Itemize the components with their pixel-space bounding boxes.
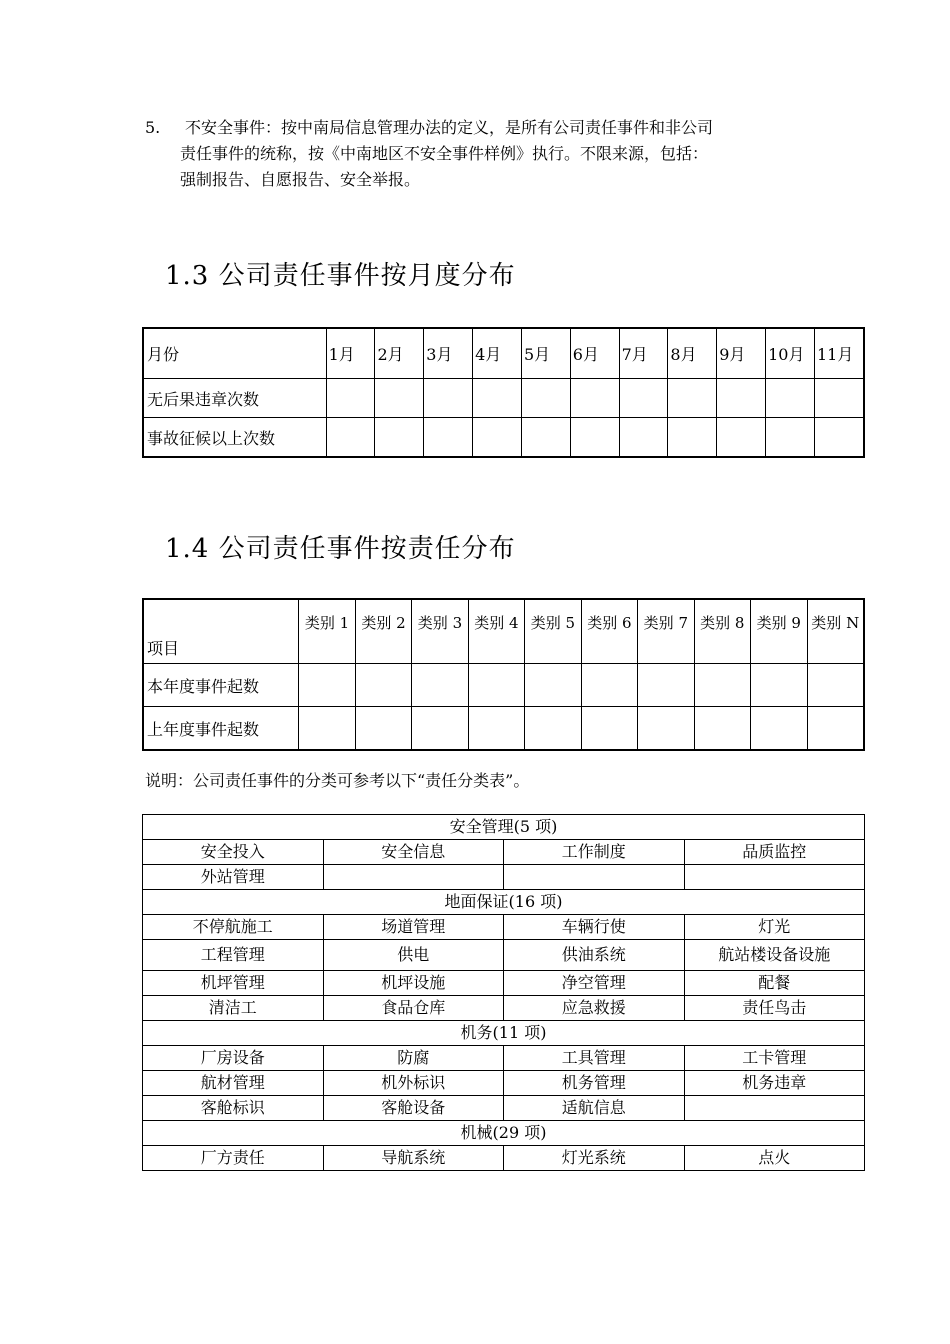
table-cell — [521, 379, 570, 418]
category-header-cell: 类别 2 — [355, 599, 411, 664]
month-header-cell: 7月 — [619, 328, 668, 379]
table-row — [143, 1046, 865, 1071]
month-header-cell: 9月 — [717, 328, 766, 379]
header-label-cell: 项目 — [143, 599, 299, 664]
section-row — [143, 1121, 865, 1146]
note-body — [180, 115, 713, 193]
table-cell — [412, 707, 468, 751]
table-cell — [468, 707, 524, 751]
table-cell — [668, 418, 717, 458]
table-cell: 不停航施工 — [143, 915, 324, 940]
category-header-cell: 类别 8 — [694, 599, 750, 664]
table-cell — [619, 379, 668, 418]
table-cell — [766, 379, 815, 418]
table-row — [143, 418, 864, 458]
table-cell — [525, 707, 581, 751]
table-cell: 车辆行使 — [504, 915, 685, 940]
table-cell — [375, 379, 424, 418]
table-row — [143, 915, 865, 940]
table-row — [143, 379, 864, 418]
table-cell: 工作制度 — [504, 840, 685, 865]
table-cell — [299, 664, 355, 707]
table-cell: 工具管理 — [504, 1046, 685, 1071]
table-cell — [751, 664, 807, 707]
table-row — [143, 996, 865, 1021]
table-cell — [521, 418, 570, 458]
month-header-cell: 11月 — [814, 328, 864, 379]
row-label-cell: 上年度事件起数 — [143, 707, 299, 751]
table-cell: 安全投入 — [143, 840, 324, 865]
table-cell — [814, 418, 864, 458]
table-cell — [570, 379, 619, 418]
month-header-cell: 5月 — [521, 328, 570, 379]
table-cell: 安全信息 — [323, 840, 504, 865]
section-row — [143, 1021, 865, 1046]
table-cell — [355, 664, 411, 707]
table-cell: 机务管理 — [504, 1071, 685, 1096]
note-item-5 — [145, 115, 713, 193]
table-cell: 供电 — [323, 940, 504, 971]
responsibility-classification-table — [142, 814, 865, 1171]
category-header-cell: 类别 4 — [468, 599, 524, 664]
table-cell: 点火 — [684, 1146, 865, 1171]
category-header-cell: 类别 6 — [581, 599, 637, 664]
category-header-cell: 类别 7 — [638, 599, 694, 664]
table-cell — [473, 379, 522, 418]
table-cell — [473, 418, 522, 458]
note-line: 不安全事件：按中南局信息管理办法的定义，是所有公司责任事件和非公司 — [185, 118, 714, 137]
month-header-cell: 1月 — [326, 328, 375, 379]
row-label-cell: 事故征候以上次数 — [143, 418, 326, 458]
table-cell: 场道管理 — [323, 915, 504, 940]
table-cell: 厂房设备 — [143, 1046, 324, 1071]
section-title-cell: 机械(29 项) — [143, 1121, 865, 1146]
table-cell: 航站楼设备设施 — [684, 940, 865, 971]
row-label-cell: 本年度事件起数 — [143, 664, 299, 707]
table-cell — [694, 664, 750, 707]
table-cell: 客舱标识 — [143, 1096, 324, 1121]
table-cell — [424, 379, 473, 418]
month-header-cell: 3月 — [424, 328, 473, 379]
table-cell — [299, 707, 355, 751]
table-cell: 机坪设施 — [323, 971, 504, 996]
category-header-cell: 类别 3 — [412, 599, 468, 664]
table-cell: 配餐 — [684, 971, 865, 996]
table-row — [143, 1096, 865, 1121]
table-cell: 净空管理 — [504, 971, 685, 996]
table-cell: 外站管理 — [143, 865, 324, 890]
category-header-cell: 类别 N — [807, 599, 864, 664]
table-cell — [717, 418, 766, 458]
table-cell: 责任鸟击 — [684, 996, 865, 1021]
section-row — [143, 890, 865, 915]
note-number: 5. — [145, 118, 161, 137]
table-cell: 适航信息 — [504, 1096, 685, 1121]
section-heading-responsibility: 1.4 公司责任事件按责任分布 — [165, 534, 516, 564]
month-header-cell: 8月 — [668, 328, 717, 379]
section-heading-monthly: 1.3 公司责任事件按月度分布 — [165, 261, 516, 291]
table-cell — [694, 707, 750, 751]
table-cell: 供油系统 — [504, 940, 685, 971]
category-header-cell: 类别 5 — [525, 599, 581, 664]
table-cell — [814, 379, 864, 418]
table-row — [143, 865, 865, 890]
table-cell — [766, 418, 815, 458]
table-row — [143, 971, 865, 996]
table-header-row — [143, 599, 864, 664]
table-header-row — [143, 328, 864, 379]
table-cell — [355, 707, 411, 751]
table-cell — [807, 707, 864, 751]
table-cell — [326, 379, 375, 418]
table-row — [143, 707, 864, 751]
table-cell — [412, 664, 468, 707]
table-cell: 机务违章 — [684, 1071, 865, 1096]
table-cell: 机外标识 — [323, 1071, 504, 1096]
monthly-distribution-table — [142, 327, 865, 458]
table-cell — [424, 418, 473, 458]
table-cell — [751, 707, 807, 751]
table-cell: 灯光系统 — [504, 1146, 685, 1171]
table-cell: 防腐 — [323, 1046, 504, 1071]
table-cell: 厂方责任 — [143, 1146, 324, 1171]
table-cell: 食品仓库 — [323, 996, 504, 1021]
table-row — [143, 840, 865, 865]
category-header-cell: 类别 1 — [299, 599, 355, 664]
row-label-cell: 无后果违章次数 — [143, 379, 326, 418]
table-cell: 航材管理 — [143, 1071, 324, 1096]
table-cell — [638, 664, 694, 707]
month-header-cell: 10月 — [766, 328, 815, 379]
table-cell — [619, 418, 668, 458]
section-title-cell: 地面保证(16 项) — [143, 890, 865, 915]
table-cell: 工程管理 — [143, 940, 324, 971]
table-cell — [581, 707, 637, 751]
table-cell — [326, 418, 375, 458]
table-cell — [638, 707, 694, 751]
header-label-cell: 月份 — [143, 328, 326, 379]
table-cell — [581, 664, 637, 707]
month-header-cell: 6月 — [570, 328, 619, 379]
table-cell — [468, 664, 524, 707]
table-row — [143, 940, 865, 971]
section-title-cell: 机务(11 项) — [143, 1021, 865, 1046]
table-cell — [525, 664, 581, 707]
month-header-cell: 4月 — [473, 328, 522, 379]
table-row — [143, 1146, 865, 1171]
table-cell: 应急救援 — [504, 996, 685, 1021]
table-cell — [807, 664, 864, 707]
table-cell — [684, 865, 865, 890]
table-cell — [570, 418, 619, 458]
table-cell: 导航系统 — [323, 1146, 504, 1171]
table-cell — [684, 1096, 865, 1121]
responsibility-distribution-table — [142, 598, 865, 751]
table-cell: 清洁工 — [143, 996, 324, 1021]
table-cell: 品质监控 — [684, 840, 865, 865]
category-header-cell: 类别 9 — [751, 599, 807, 664]
table-cell: 客舱设备 — [323, 1096, 504, 1121]
table-cell — [504, 865, 685, 890]
section-title-cell: 安全管理(5 项) — [143, 815, 865, 840]
table-row — [143, 1071, 865, 1096]
explanation-text: 说明：公司责任事件的分类可参考以下“责任分类表”。 — [145, 771, 530, 790]
section-row — [143, 815, 865, 840]
month-header-cell: 2月 — [375, 328, 424, 379]
table-cell: 机坪管理 — [143, 971, 324, 996]
table-cell — [668, 379, 717, 418]
table-cell — [323, 865, 504, 890]
table-cell — [717, 379, 766, 418]
table-row — [143, 664, 864, 707]
table-cell: 灯光 — [684, 915, 865, 940]
note-line: 强制报告、自愿报告、安全举报。 — [180, 170, 421, 189]
table-cell: 工卡管理 — [684, 1046, 865, 1071]
note-line: 责任事件的统称，按《中南地区不安全事件样例》执行。不限来源，包括： — [180, 144, 709, 163]
table-cell — [375, 418, 424, 458]
